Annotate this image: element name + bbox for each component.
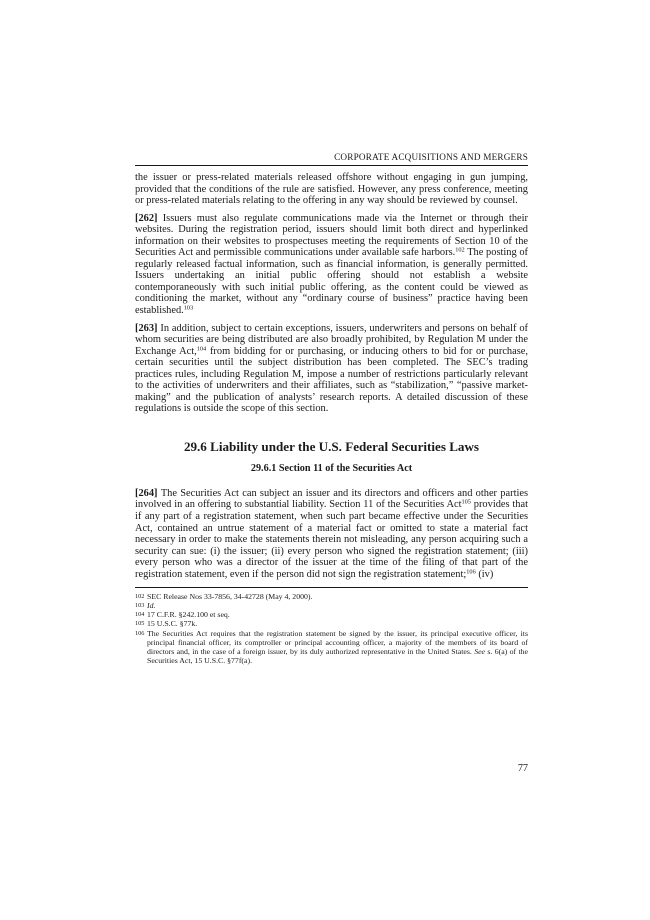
running-head: CORPORATE ACQUISITIONS AND MERGERS: [135, 152, 528, 166]
footnote-text: SEC Release Nos 33-7856, 34-42728 (May 4, 2000).: [147, 592, 313, 602]
paragraph-text: provides that if any part of a registration statement, when such part became effective under the Securities Act, contained an untrue statement of a material fact or omitted to state a material fact necessary in order to make the statements therein not misleading, any person acquiring such a security can sue: (i) the issuer; (ii) every person who signed the registration statement; (iii) every person who was a director of the issuer at the time of the filing of that part of the registration statement, even if the person did not sign the registration statement;: [135, 499, 528, 580]
page-number: 77: [517, 763, 528, 774]
footnote-number: 104: [135, 611, 145, 619]
paragraph-number: [262]: [135, 212, 158, 224]
paragraph-number: [263]: [135, 322, 158, 334]
footnote-number: 103: [135, 602, 145, 610]
footnote-text: Id.: [147, 601, 156, 611]
footnote-106: [135, 629, 528, 665]
footnote-103: [135, 601, 528, 610]
paragraph-text: Issuers must also regulate communications made via the Internet or through their websites. During the registration period, issuers should limit both direct and hyperlinked information on their websites to prospectuses meeting the requirements of Section 10 of the Securities Act and permissible communications under available safe harbors.: [135, 212, 528, 259]
page-body: [135, 152, 528, 665]
footnote-105: [135, 619, 528, 628]
footnote-ref[interactable]: 103: [183, 304, 194, 312]
footnotes: [135, 587, 528, 664]
footnote-ref[interactable]: 102: [455, 246, 465, 254]
footnote-ref[interactable]: 106: [466, 568, 476, 576]
footnote-text: The Securities Act requires that the registration statement be signed by the issuer, its principal executive officer, its principal financial officer, its comptroller or principal accounting officer, a majority of the members of its board of directors and, in the case of a foreign issuer, by its duly authorized representative in the United States.: [147, 628, 528, 656]
paragraph-number: [264]: [135, 487, 158, 499]
footnote-text: 15 U.S.C. §77k.: [147, 619, 198, 629]
paragraph-continued: [135, 172, 528, 207]
paragraph-text: In addition, subject to certain exceptions, issuers, underwriters and persons on behalf of whom securities are being distributed are also broadly prohibited, by Regulation M under the Exchange Act,: [135, 322, 528, 357]
footnote-see: See: [474, 646, 486, 656]
footnote-text: s. 6(a) of the Securities Act, 15 U.S.C. §77f(a).: [147, 646, 529, 665]
subsection-title: 29.6.1 Section 11 of the Securities Act: [250, 462, 413, 474]
footnote-104: [135, 610, 528, 619]
paragraph-text: from bidding for or purchasing, or inducing others to bid for or purchase, certain securities until the subject distribution has been completed. The SEC’s trading practices rules, including Regulation M, impose a number of restrictions particularly relevant to the activities of underwriters and their affiliates, such as “stabilization,” “passive market-making” and the publication of analysts’ research reports. A detailed discussion of these regulations is outside the scope of this section.: [135, 345, 528, 415]
footnote-102: [135, 592, 528, 601]
paragraph-263: [135, 323, 528, 415]
footnote-text: 17 C.F.R. §242.100 et seq.: [147, 610, 230, 620]
paragraph-text: The Securities Act can subject an issuer and its directors and officers and other parties involved in an offering to substantial liability. Section 11 of the Securities Act: [135, 487, 528, 511]
paragraph-262: [135, 213, 528, 317]
footnote-ref[interactable]: 104: [196, 345, 207, 353]
paragraph-264: [135, 488, 528, 580]
paragraph-text: the issuer or press-related materials released offshore without engaging in gun jumping, provided that the conditions of the rule are satisfied. However, any press conference, meeting or press-related materials relating to the offering in any way should be reviewed by counsel.: [135, 172, 528, 207]
footnote-number: 106: [135, 629, 145, 637]
footnote-number: 105: [135, 620, 145, 628]
footnote-ref[interactable]: 105: [461, 498, 471, 506]
paragraph-text: The posting of regularly released factual information, such as financial information, is generally permitted. Issuers undertaking an initial public offering should not establish a website contemporaneously with such initial public offering, as the content could be viewed as conditioning the market, without any “ordinary course of business” practice having been established.: [135, 247, 529, 317]
paragraph-text: (iv): [475, 568, 494, 580]
section-title: 29.6 Liability under the U.S. Federal Securities Laws: [183, 438, 480, 454]
footnote-number: 102: [135, 593, 145, 601]
